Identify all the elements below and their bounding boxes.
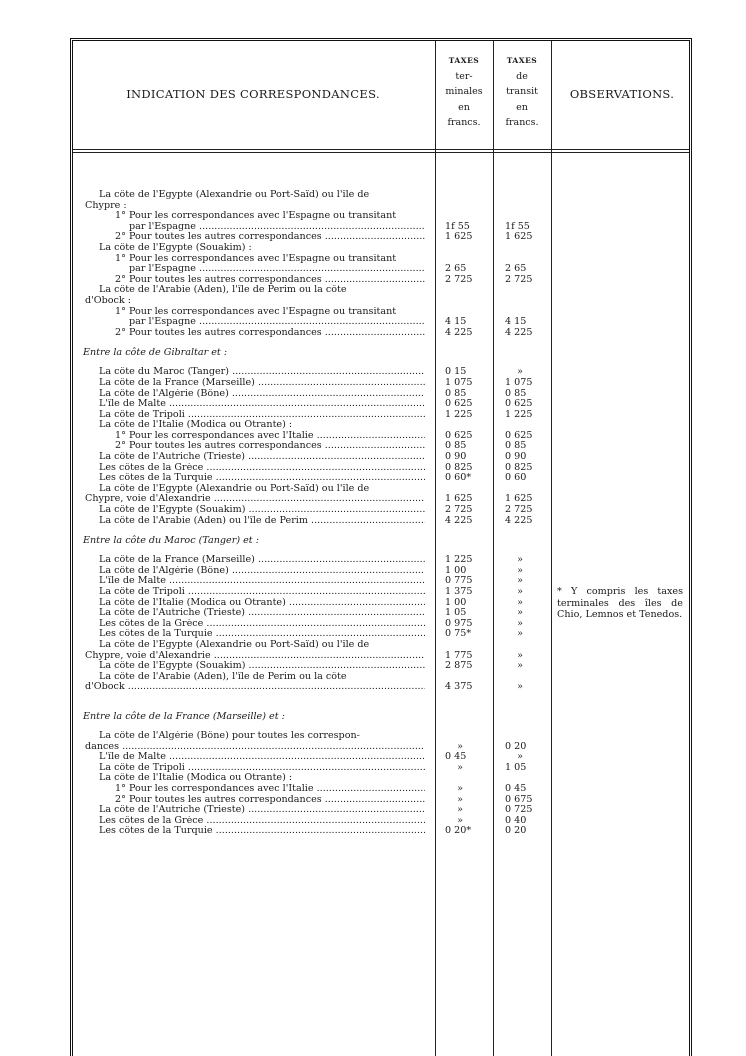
row-label: La côte de l'Égypte (Alexandrie ou Port-Saïd) ou l'île de [99,190,370,200]
terminal-tax-value: 1 00 [445,564,467,576]
terminal-tax-value: 4 375 [445,681,473,693]
table-row [73,505,695,516]
transit-tax-value: 4 15 [505,316,527,328]
transit-tax-value: 0 625 [505,429,533,441]
table-row [73,201,695,212]
row-spacer [73,546,695,555]
transit-tax-value: 0 675 [505,793,533,805]
section-heading-text: Entre la côte de la France (Marseille) et : [83,710,285,722]
row-label: 1° Pour les correspondances avec l'Espagne ou transitant [115,211,397,222]
transit-tax-value: 2 725 [505,504,533,516]
terminal-tax-value: 0 625 [445,398,473,410]
row-label: par l'Espagne ..... [129,222,425,233]
row-label: La côte de l'Égypte (Souakim) ..... [99,661,425,672]
observation-note: * Y compris les taxes terminales des îles de Chio, Lemnos et Tenedos. [557,586,683,620]
table-body [73,181,695,837]
table-row [73,232,695,243]
transit-tax-value: » [517,628,523,640]
row-label: L'île de Malte ..... [99,576,425,587]
row-label: La côte de l'Arabie (Aden) ou l'île de Perim ..... [99,516,425,527]
table-row [73,651,695,662]
transit-tax-value: » [517,617,523,629]
transit-tax-value: 2 65 [505,263,527,275]
header-terminal-line: TAXES [448,56,480,65]
row-label: Chypre : [85,200,127,211]
table-row [73,328,695,339]
table-row [73,555,695,566]
row-label: La côte de l'Arabie (Aden), l'île de Perim ou la côte [99,285,347,296]
table-row [73,296,695,307]
row-label: La côte de l'Italie (Modica ou Otrante) ..... [99,598,425,609]
transit-tax-value: » [517,366,523,378]
terminal-tax-value: 0 20* [445,825,472,837]
transit-tax-value: 1 075 [505,376,533,388]
terminal-tax-value: » [457,793,463,805]
terminal-tax-value: 1 225 [445,554,473,566]
row-label: La côte de l'Algérie (Bône) ..... [99,566,425,577]
terminal-tax-value: 2 875 [445,660,473,672]
table-row [73,441,695,452]
row-label: Les côtes de la Turquie ..... [99,826,425,837]
terminal-tax-value: 0 15 [445,366,467,378]
table-row [73,190,695,201]
row-label: 2° Pour toutes les autres correspondances ..... [115,441,425,452]
table-row [73,378,695,389]
header-observations: OBSERVATIONS. [569,87,675,101]
table-row [73,661,695,672]
terminal-tax-value: 0 85 [445,387,467,399]
terminal-tax-value: 1 625 [445,493,473,505]
table-row [73,484,695,495]
table-row [73,410,695,421]
table-row [73,420,695,431]
transit-tax-value: 0 20 [505,740,527,752]
section-heading [73,535,695,546]
row-spacer [73,693,695,702]
table-row [73,516,695,527]
header-transit-line: transit [506,86,538,97]
row-label: Les côtes de la Turquie ..... [99,473,425,484]
row-label: La côte de l'Algérie (Bône) pour toutes les correspon- [99,730,360,741]
row-spacer [73,702,695,711]
section-heading-text: Entre la côte de Gibraltar et : [83,347,228,359]
table-row [73,211,695,222]
row-label: 1° Pour les correspondances avec l'Espagne ou transitant [115,253,397,264]
header-terminal-taxes [435,53,493,131]
table-row [73,742,695,753]
row-label: 2° Pour toutes les autres correspondances ..... [115,275,425,286]
row-label: La côte de Tripoli ..... [99,587,425,598]
row-label: Les côtes de la Grèce ..... [99,619,425,630]
row-label: La côte de l'Arabie (Aden), l'île de Perim ou la côte [99,671,347,682]
table-row [73,463,695,474]
row-label: La côte de la France (Marseille) ..... [99,378,425,389]
terminal-tax-value: 0 825 [445,461,473,473]
table-row [73,367,695,378]
row-label: La côte de l'Égypte (Souakim) : [99,242,252,253]
table-row [73,566,695,577]
table-row [73,773,695,784]
terminal-tax-value: 0 85 [445,440,467,452]
row-label: 1° Pour les correspondances avec l'Espagne ou transitant [115,306,397,317]
table-row [73,399,695,410]
terminal-tax-value: 0 75* [445,628,472,640]
terminal-tax-value: 0 775 [445,575,473,587]
row-label: d'Obock : [85,295,132,306]
table-row [73,752,695,763]
table-row [73,805,695,816]
header-transit-line: TAXES [506,56,538,65]
row-label: La côte de l'Italie (Modica ou Otrante) : [99,420,293,431]
row-label: 1° Pour les correspondances avec l'Italie ..... [115,431,425,442]
transit-tax-value: 1 225 [505,408,533,420]
transit-tax-value: 0 825 [505,461,533,473]
transit-tax-value: » [517,751,523,763]
terminal-tax-value: 1 075 [445,376,473,388]
header-terminal-line: ter- [455,70,473,82]
transit-tax-value: 1 625 [505,493,533,505]
terminal-tax-value: » [457,761,463,773]
transit-tax-value: 0 45 [505,782,527,794]
terminal-tax-value: 1 375 [445,586,473,597]
terminal-tax-value: 1 00 [445,596,467,608]
header-terminal-line: francs. [447,117,481,128]
row-label: dances ..... [85,742,425,753]
transit-tax-value: » [517,586,523,597]
header-transit-line: francs. [505,117,539,128]
row-label: 2° Pour toutes les autres correspondances ..... [115,232,425,243]
header-terminal-line: minales [445,86,483,97]
terminal-tax-value: » [457,740,463,752]
row-label: La côte de Tripoli ..... [99,410,425,421]
row-label: Les côtes de la Grèce ..... [99,463,425,474]
row-label: 2° Pour toutes les autres correspondances ..... [115,795,425,806]
table-row [73,317,695,328]
table-row [73,254,695,265]
transit-tax-value: 0 40 [505,814,527,826]
transit-tax-value: » [517,564,523,576]
terminal-tax-value: 2 725 [445,273,473,285]
transit-tax-value: » [517,596,523,608]
table-row [73,682,695,693]
row-label: La côte de la France (Marseille) ..... [99,555,425,566]
table-row [73,389,695,400]
transit-tax-value: » [517,681,523,693]
terminal-tax-value: 0 60* [445,472,472,484]
row-spacer [73,181,695,190]
header-transit-taxes [493,53,551,131]
row-label: La côte de l'Autriche (Trieste) ..... [99,608,425,619]
row-label: La côte du Maroc (Tanger) ..... [99,367,425,378]
row-label: Chypre, voie d'Alexandrie ..... [85,494,425,505]
table-row [73,816,695,827]
terminal-tax-value: 4 225 [445,326,473,338]
row-label: Les côtes de la Grèce ..... [99,816,425,827]
table-row [73,640,695,651]
transit-tax-value: 0 60 [505,472,527,484]
row-label: 1° Pour les correspondances avec l'Italie ..... [115,784,425,795]
row-label: La côte de l'Égypte (Alexandrie ou Port-Saïd) ou l'île de [99,639,370,650]
table-row [73,275,695,286]
row-spacer [73,722,695,731]
section-heading [73,711,695,722]
terminal-tax-value: 2 65 [445,263,467,275]
table-row [73,672,695,683]
table-row [73,784,695,795]
terminal-tax-value: 1 625 [445,231,473,243]
row-spacer [73,338,695,347]
transit-tax-value: 0 725 [505,804,533,816]
tariff-table [70,38,692,1056]
table-row [73,431,695,442]
row-label: La côte de l'Italie (Modica ou Otrante) : [99,773,293,784]
section-heading-text: Entre la côte du Maroc (Tanger) et : [83,535,259,547]
table-row [73,264,695,275]
row-label: La côte de l'Autriche (Trieste) ..... [99,452,425,463]
row-label: 2° Pour toutes les autres correspondances ..... [115,328,425,339]
table-row [73,795,695,806]
table-row [73,222,695,233]
table-row [73,629,695,640]
header-terminal-line: en [458,101,470,113]
row-label: par l'Espagne ..... [129,264,425,275]
transit-tax-value: 2 725 [505,273,533,285]
terminal-tax-value: 1 05 [445,607,467,619]
row-label: Les côtes de la Turquie ..... [99,629,425,640]
terminal-tax-value: » [457,782,463,794]
transit-tax-value: » [517,660,523,672]
row-label: par l'Espagne ..... [129,317,425,328]
transit-tax-value: » [517,554,523,566]
transit-tax-value: 1f 55 [505,220,530,232]
transit-tax-value: 0 85 [505,387,527,399]
transit-tax-value: 4 225 [505,326,533,338]
row-label: L'île de Malte ..... [99,752,425,763]
row-label: La côte de Tripoli ..... [99,763,425,774]
table-row [73,494,695,505]
row-label: La côte de l'Autriche (Trieste) ..... [99,805,425,816]
table-row [73,452,695,463]
table-row [73,285,695,296]
transit-tax-value: 4 225 [505,514,533,526]
row-label: L'île de Malte ..... [99,399,425,410]
table-row [73,307,695,318]
transit-tax-value: » [517,575,523,587]
table-row [73,731,695,742]
terminal-tax-value: 2 725 [445,504,473,516]
terminal-tax-value: 0 90 [445,451,467,463]
terminal-tax-value: 4 225 [445,514,473,526]
transit-tax-value: » [517,649,523,661]
terminal-tax-value: 4 15 [445,316,467,328]
table-row [73,763,695,774]
row-label: La côte de l'Égypte (Souakim) ..... [99,505,425,516]
table-row [73,826,695,837]
row-label: La côte de l'Égypte (Alexandrie ou Port-Saïd) ou l'île de [99,483,370,494]
header-transit-line: de [516,70,528,82]
table-row [73,243,695,254]
transit-tax-value: 0 625 [505,398,533,410]
row-label: d'Obock ..... [85,682,425,693]
terminal-tax-value: 1 225 [445,408,473,420]
header-rule [73,152,689,153]
transit-tax-value: 0 90 [505,451,527,463]
section-heading [73,347,695,358]
terminal-tax-value: 0 45 [445,751,467,763]
transit-tax-value: 0 85 [505,440,527,452]
row-label: Chypre, voie d'Alexandrie ..... [85,651,425,662]
transit-tax-value: 1 625 [505,231,533,243]
terminal-tax-value: » [457,814,463,826]
terminal-tax-value: » [457,804,463,816]
terminal-tax-value: 1f 55 [445,220,470,232]
table-row [73,473,695,484]
terminal-tax-value: 1 775 [445,649,473,661]
transit-tax-value: » [517,607,523,619]
transit-tax-value: 1 05 [505,761,527,773]
header-correspondences: INDICATION DES CORRESPONDANCES. [126,87,380,101]
transit-tax-value: 0 20 [505,825,527,837]
row-spacer [73,526,695,535]
terminal-tax-value: 0 975 [445,617,473,629]
table-header [73,41,689,150]
header-transit-line: en [516,101,528,113]
row-spacer [73,358,695,367]
row-label: La côte de l'Algérie (Bône) ..... [99,389,425,400]
terminal-tax-value: 0 625 [445,429,473,441]
